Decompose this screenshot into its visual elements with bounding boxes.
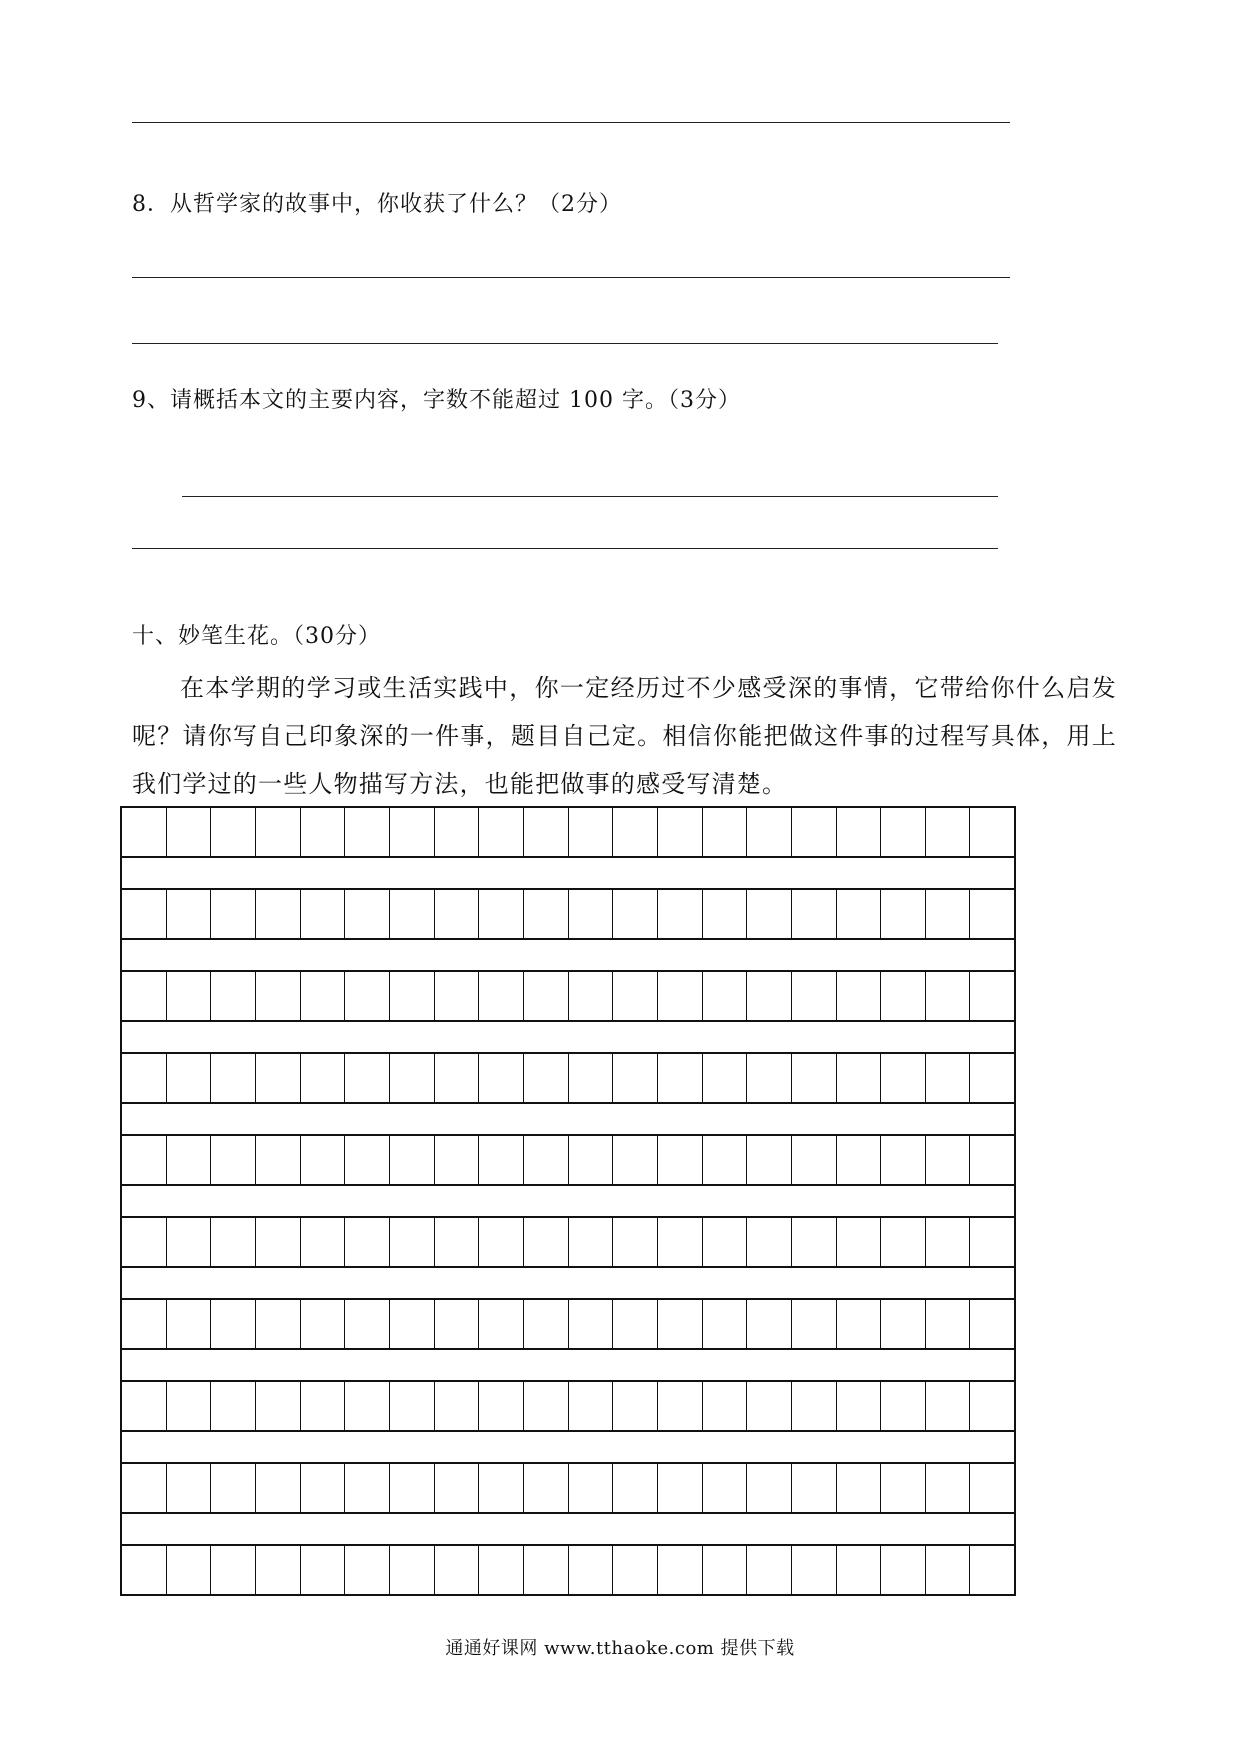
answer-line[interactable]: [132, 548, 998, 549]
grid-cell[interactable]: [702, 1382, 747, 1430]
grid-cell[interactable]: [300, 1300, 345, 1348]
grid-cell[interactable]: [434, 972, 479, 1020]
grid-cell[interactable]: [210, 1382, 255, 1430]
grid-cell[interactable]: [791, 1382, 836, 1430]
grid-cell[interactable]: [389, 1382, 434, 1430]
grid-cell[interactable]: [434, 1054, 479, 1102]
grid-cell[interactable]: [612, 1464, 657, 1512]
grid-cell[interactable]: [389, 1464, 434, 1512]
grid-row: [120, 1216, 1016, 1268]
grid-cell[interactable]: [568, 1300, 613, 1348]
grid-cell[interactable]: [836, 808, 881, 856]
question-8: 8．从哲学家的故事中，你收获了什么？（2分）: [132, 192, 622, 217]
grid-cell[interactable]: [434, 1546, 479, 1594]
grid-cell[interactable]: [836, 972, 881, 1020]
grid-row: [120, 1052, 1016, 1104]
grid-cell[interactable]: [478, 1546, 523, 1594]
grid-cell[interactable]: [836, 1546, 881, 1594]
grid-cell[interactable]: [166, 1464, 211, 1512]
grid-gap-row: [120, 1514, 1016, 1544]
grid-cell[interactable]: [880, 1546, 925, 1594]
grid-cell[interactable]: [344, 972, 389, 1020]
grid-cell[interactable]: [344, 1054, 389, 1102]
grid-cell[interactable]: [702, 1464, 747, 1512]
grid-cell[interactable]: [836, 1382, 881, 1430]
grid-cell[interactable]: [791, 972, 836, 1020]
grid-cell[interactable]: [612, 972, 657, 1020]
answer-line[interactable]: [132, 122, 1010, 123]
grid-cell[interactable]: [300, 972, 345, 1020]
grid-cell[interactable]: [925, 1054, 970, 1102]
grid-cell[interactable]: [523, 1054, 568, 1102]
grid-cell[interactable]: [434, 1136, 479, 1184]
grid-cell[interactable]: [657, 1300, 702, 1348]
grid-cell[interactable]: [791, 890, 836, 938]
grid-cell[interactable]: [300, 1136, 345, 1184]
grid-cell[interactable]: [702, 1300, 747, 1348]
grid-cell[interactable]: [166, 1300, 211, 1348]
grid-cell[interactable]: [880, 1300, 925, 1348]
grid-cell[interactable]: [969, 1382, 1014, 1430]
grid-gap-row: [120, 1022, 1016, 1052]
grid-cell[interactable]: [166, 1054, 211, 1102]
grid-cell[interactable]: [925, 1218, 970, 1266]
grid-cell[interactable]: [344, 808, 389, 856]
grid-cell[interactable]: [702, 1054, 747, 1102]
grid-cell[interactable]: [344, 1218, 389, 1266]
grid-row: [120, 806, 1016, 858]
grid-cell[interactable]: [969, 1464, 1014, 1512]
grid-cell[interactable]: [880, 1054, 925, 1102]
grid-cell[interactable]: [523, 1136, 568, 1184]
grid-cell[interactable]: [702, 1218, 747, 1266]
grid-cell[interactable]: [166, 972, 211, 1020]
question-9: 9、请概括本文的主要内容，字数不能超过 100 字。（3分）: [132, 388, 741, 413]
grid-cell[interactable]: [478, 1300, 523, 1348]
grid-cell[interactable]: [434, 890, 479, 938]
section-ten-title: 十、妙笔生花。（30分）: [132, 624, 381, 649]
grid-row: [120, 1544, 1016, 1596]
grid-row: [120, 970, 1016, 1022]
grid-cell[interactable]: [255, 1300, 300, 1348]
grid-cell[interactable]: [210, 1054, 255, 1102]
grid-cell[interactable]: [255, 1054, 300, 1102]
grid-cell[interactable]: [389, 1218, 434, 1266]
grid-cell[interactable]: [791, 1300, 836, 1348]
grid-cell[interactable]: [925, 1546, 970, 1594]
grid-cell[interactable]: [612, 1546, 657, 1594]
grid-cell[interactable]: [568, 1054, 613, 1102]
grid-cell[interactable]: [969, 1218, 1014, 1266]
grid-cell[interactable]: [344, 1136, 389, 1184]
grid-cell[interactable]: [523, 808, 568, 856]
grid-cell[interactable]: [210, 1300, 255, 1348]
grid-cell[interactable]: [210, 1464, 255, 1512]
grid-cell[interactable]: [478, 1218, 523, 1266]
grid-cell[interactable]: [657, 1546, 702, 1594]
grid-cell[interactable]: [791, 1464, 836, 1512]
grid-cell[interactable]: [746, 1546, 791, 1594]
grid-cell[interactable]: [612, 1300, 657, 1348]
grid-cell[interactable]: [702, 1136, 747, 1184]
grid-cell[interactable]: [657, 890, 702, 938]
grid-cell[interactable]: [969, 808, 1014, 856]
grid-cell[interactable]: [925, 890, 970, 938]
grid-cell[interactable]: [925, 1464, 970, 1512]
grid-cell[interactable]: [210, 972, 255, 1020]
grid-cell[interactable]: [478, 1136, 523, 1184]
grid-cell[interactable]: [568, 808, 613, 856]
grid-cell[interactable]: [746, 808, 791, 856]
grid-cell[interactable]: [702, 808, 747, 856]
grid-cell[interactable]: [657, 808, 702, 856]
grid-cell[interactable]: [836, 890, 881, 938]
grid-cell[interactable]: [300, 808, 345, 856]
grid-cell[interactable]: [300, 1464, 345, 1512]
grid-cell[interactable]: [122, 1218, 166, 1266]
grid-cell[interactable]: [389, 1054, 434, 1102]
essay-prompt-text: 在本学期的学习或生活实践中，你一定经历过不少感受深的事情，它带给你什么启发呢？请你写自己印象深的一件事，题目自己定。相信你能把做这件事的过程写具体，用上我们学过的一些人物描写方法，也能把做事的感受写清楚。: [132, 674, 1117, 798]
grid-gap-row: [120, 1268, 1016, 1298]
grid-cell[interactable]: [791, 1546, 836, 1594]
grid-cell[interactable]: [836, 1218, 881, 1266]
grid-cell[interactable]: [389, 1546, 434, 1594]
grid-cell[interactable]: [122, 1054, 166, 1102]
grid-cell[interactable]: [478, 972, 523, 1020]
grid-cell[interactable]: [612, 890, 657, 938]
grid-cell[interactable]: [791, 1136, 836, 1184]
grid-gap-row: [120, 1104, 1016, 1134]
grid-cell[interactable]: [523, 1464, 568, 1512]
grid-cell[interactable]: [255, 1218, 300, 1266]
grid-gap-row: [120, 1186, 1016, 1216]
grid-cell[interactable]: [746, 1054, 791, 1102]
grid-cell[interactable]: [925, 808, 970, 856]
grid-gap-row: [120, 858, 1016, 888]
grid-cell[interactable]: [925, 1300, 970, 1348]
grid-cell[interactable]: [746, 1382, 791, 1430]
grid-cell[interactable]: [568, 1464, 613, 1512]
grid-cell[interactable]: [523, 1382, 568, 1430]
grid-cell[interactable]: [434, 1300, 479, 1348]
grid-cell[interactable]: [746, 1464, 791, 1512]
grid-cell[interactable]: [300, 1382, 345, 1430]
grid-cell[interactable]: [568, 972, 613, 1020]
grid-cell[interactable]: [568, 1218, 613, 1266]
grid-cell[interactable]: [434, 1464, 479, 1512]
grid-cell[interactable]: [523, 1546, 568, 1594]
grid-cell[interactable]: [389, 808, 434, 856]
grid-cell[interactable]: [300, 890, 345, 938]
grid-cell[interactable]: [836, 1054, 881, 1102]
grid-row: [120, 1462, 1016, 1514]
grid-cell[interactable]: [255, 808, 300, 856]
grid-cell[interactable]: [523, 972, 568, 1020]
grid-cell[interactable]: [791, 1218, 836, 1266]
grid-cell[interactable]: [969, 1054, 1014, 1102]
grid-cell[interactable]: [434, 1382, 479, 1430]
answer-line[interactable]: [182, 496, 998, 497]
grid-cell[interactable]: [478, 1054, 523, 1102]
grid-cell[interactable]: [389, 1300, 434, 1348]
grid-cell[interactable]: [166, 1218, 211, 1266]
grid-cell[interactable]: [255, 1382, 300, 1430]
grid-cell[interactable]: [255, 890, 300, 938]
grid-cell[interactable]: [969, 972, 1014, 1020]
grid-cell[interactable]: [746, 890, 791, 938]
grid-gap-row: [120, 1350, 1016, 1380]
grid-cell[interactable]: [434, 1218, 479, 1266]
grid-cell[interactable]: [568, 1382, 613, 1430]
grid-cell[interactable]: [478, 1382, 523, 1430]
grid-cell[interactable]: [880, 972, 925, 1020]
grid-cell[interactable]: [166, 808, 211, 856]
grid-cell[interactable]: [612, 1136, 657, 1184]
grid-cell[interactable]: [657, 1136, 702, 1184]
grid-cell[interactable]: [657, 1464, 702, 1512]
grid-row: [120, 1380, 1016, 1432]
grid-cell[interactable]: [344, 1382, 389, 1430]
grid-cell[interactable]: [880, 1136, 925, 1184]
grid-gap-row: [120, 1432, 1016, 1462]
grid-cell[interactable]: [210, 890, 255, 938]
grid-cell[interactable]: [657, 1054, 702, 1102]
grid-cell[interactable]: [746, 1136, 791, 1184]
grid-row: [120, 1298, 1016, 1350]
grid-cell[interactable]: [122, 1136, 166, 1184]
grid-cell[interactable]: [166, 890, 211, 938]
grid-cell[interactable]: [210, 1136, 255, 1184]
composition-grid[interactable]: [120, 806, 1016, 1596]
grid-cell[interactable]: [702, 890, 747, 938]
grid-cell[interactable]: [389, 972, 434, 1020]
grid-cell[interactable]: [344, 1546, 389, 1594]
grid-cell[interactable]: [523, 890, 568, 938]
grid-cell[interactable]: [122, 890, 166, 938]
grid-row: [120, 1134, 1016, 1186]
grid-cell[interactable]: [478, 1464, 523, 1512]
grid-cell[interactable]: [612, 1054, 657, 1102]
grid-cell[interactable]: [478, 890, 523, 938]
grid-cell[interactable]: [657, 1382, 702, 1430]
grid-cell[interactable]: [880, 808, 925, 856]
grid-cell[interactable]: [969, 1136, 1014, 1184]
grid-cell[interactable]: [880, 890, 925, 938]
grid-cell[interactable]: [344, 1464, 389, 1512]
grid-cell[interactable]: [746, 972, 791, 1020]
grid-cell[interactable]: [657, 1218, 702, 1266]
grid-cell[interactable]: [568, 1136, 613, 1184]
grid-cell[interactable]: [925, 1136, 970, 1184]
grid-cell[interactable]: [255, 1546, 300, 1594]
grid-cell[interactable]: [166, 1136, 211, 1184]
grid-cell[interactable]: [836, 1136, 881, 1184]
grid-cell[interactable]: [880, 1382, 925, 1430]
grid-cell[interactable]: [210, 1218, 255, 1266]
grid-cell[interactable]: [344, 890, 389, 938]
grid-cell[interactable]: [657, 972, 702, 1020]
grid-cell[interactable]: [434, 808, 479, 856]
grid-cell[interactable]: [702, 972, 747, 1020]
grid-cell[interactable]: [210, 808, 255, 856]
grid-cell[interactable]: [210, 1546, 255, 1594]
grid-cell[interactable]: [836, 1464, 881, 1512]
grid-cell[interactable]: [791, 1054, 836, 1102]
grid-cell[interactable]: [523, 1300, 568, 1348]
grid-cell[interactable]: [255, 972, 300, 1020]
grid-cell[interactable]: [300, 1546, 345, 1594]
grid-cell[interactable]: [255, 1136, 300, 1184]
grid-cell[interactable]: [122, 1464, 166, 1512]
grid-cell[interactable]: [300, 1054, 345, 1102]
essay-prompt: [132, 664, 1117, 808]
grid-cell[interactable]: [122, 1546, 166, 1594]
grid-cell[interactable]: [746, 1300, 791, 1348]
grid-cell[interactable]: [880, 1464, 925, 1512]
grid-row: [120, 888, 1016, 940]
grid-cell[interactable]: [389, 1136, 434, 1184]
grid-cell[interactable]: [612, 808, 657, 856]
grid-cell[interactable]: [344, 1300, 389, 1348]
grid-cell[interactable]: [746, 1218, 791, 1266]
grid-cell[interactable]: [478, 808, 523, 856]
grid-cell[interactable]: [702, 1546, 747, 1594]
grid-cell[interactable]: [255, 1464, 300, 1512]
grid-cell[interactable]: [166, 1382, 211, 1430]
grid-cell[interactable]: [300, 1218, 345, 1266]
grid-cell[interactable]: [166, 1546, 211, 1594]
grid-cell[interactable]: [612, 1382, 657, 1430]
grid-cell[interactable]: [122, 1382, 166, 1430]
page-footer: 通通好课网 www.tthaoke.com 提供下载: [445, 1638, 795, 1659]
answer-line[interactable]: [132, 277, 1010, 278]
grid-cell[interactable]: [969, 890, 1014, 938]
grid-cell[interactable]: [122, 808, 166, 856]
grid-cell[interactable]: [836, 1300, 881, 1348]
grid-cell[interactable]: [568, 890, 613, 938]
grid-cell[interactable]: [389, 890, 434, 938]
grid-cell[interactable]: [523, 1218, 568, 1266]
answer-line[interactable]: [132, 343, 998, 344]
grid-cell[interactable]: [925, 1382, 970, 1430]
grid-cell[interactable]: [122, 972, 166, 1020]
grid-cell[interactable]: [612, 1218, 657, 1266]
grid-cell[interactable]: [122, 1300, 166, 1348]
grid-gap-row: [120, 940, 1016, 970]
grid-cell[interactable]: [925, 972, 970, 1020]
grid-cell[interactable]: [568, 1546, 613, 1594]
grid-cell[interactable]: [969, 1300, 1014, 1348]
grid-cell[interactable]: [791, 808, 836, 856]
grid-cell[interactable]: [969, 1546, 1014, 1594]
grid-cell[interactable]: [880, 1218, 925, 1266]
